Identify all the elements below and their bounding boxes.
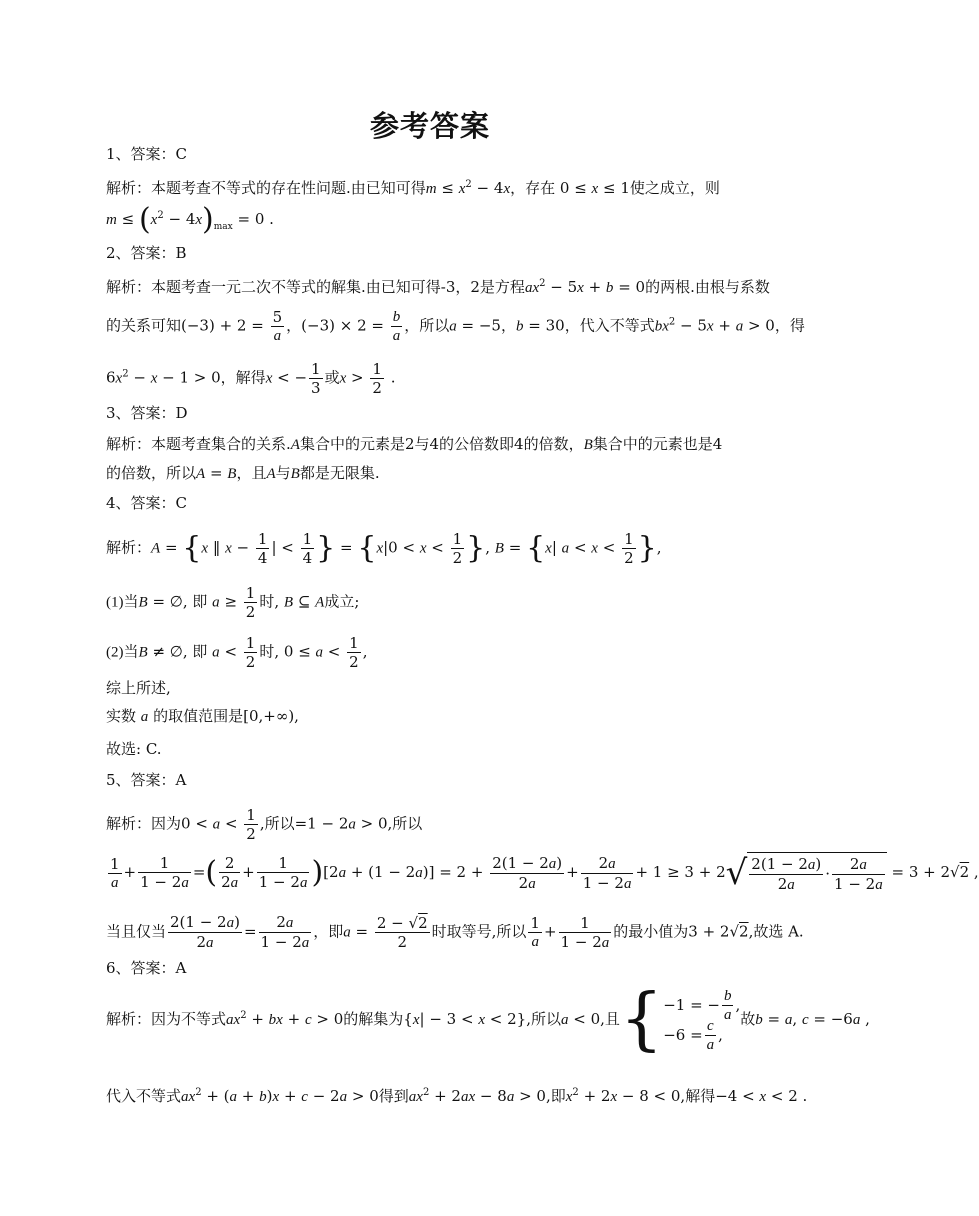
q4-range: 实数 a 的取值范围是[0,+∞), [106,707,299,725]
q5-answer: 5、答案：A [106,771,187,789]
q2-answer: 2、答案：B [106,244,187,262]
q5-analysis-line3: 当且仅当 $\frac{2(1 - 2a)}{2a}$ = $\frac{2a}{1 - 2a}$ ，即a = $\frac{2 - √2}{2}$ 时取等号,所以 $\frac{1}{a}$ + $\frac{1}{1 - 2a}$ 的最小值为3 + 2√2,故选 A. [106,913,804,951]
q4-analysis-sets: 解析：A = {x ‖ x − $\frac{1}{4}$ | < $\frac{1}{4}$ } = {x|0 < x < $\frac{1}{2}$ }, B = {x| a < x < $\frac{1}{2}$ }, [106,530,662,567]
q4-choice: 故选: C. [106,740,162,758]
q4-answer: 4、答案：C [106,494,188,512]
q3-analysis-line2: 的倍数，所以A = B，且A与B都是无限集. [106,464,380,482]
q4-case1: (1)当B = ∅, 即 a ≥ $\frac{1}{2}$ 时, B ⊆ A成立; [106,584,360,621]
q1-analysis-line2: $m \le (x^2 - 4x)_{max} = 0$ . [106,202,274,237]
page-title: 参考答案 [369,109,490,143]
q6-answer: 6、答案：A [106,959,187,977]
q4-case2: (2)当B ≠ ∅, 即 a < $\frac{1}{2}$ 时, 0 ≤ a < $\frac{1}{2}$ , [106,634,368,671]
q3-answer: 3、答案：D [106,404,188,422]
q1-analysis-line1: 解析：本题考查不等式的存在性问题.由已知可得$m \le x^2 - 4x$，存在 0 ≤ x ≤ 1使之成立，则 [106,179,720,197]
q2-analysis-line3: $6x^2 - x - 1 > 0$，解得x < − $\frac{1}{3}$ 或x > $\frac{1}{2}$ . [106,360,396,397]
q5-analysis-line1: 解析：因为0 < a < $\frac{1}{2}$ ,所以=1 − 2a > 0,所以 [106,806,423,843]
q3-analysis-line1: 解析：本题考查集合的关系.A集合中的元素是2与4的公倍数即4的倍数，B集合中的元素也是4 [106,435,723,453]
q5-analysis-line2: $\frac{1}{a}$ + $\frac{1}{1 - 2a}$ =( $\frac{2}{2a}$ + $\frac{1}{1 - 2a}$ )[2a + (1 − 2a)] = 2 + $\frac{2(1 - 2a)}{2a}$ + $\frac{2a}{1 - 2a}$ + 1 ≥ 3 + 2√ $\frac{2(1 - 2a)}{2a}$ · $\frac{2a}{1 - 2a}$ = 3 + 2√2 , [110,853,979,893]
q1-answer: 1、答案：C [106,145,188,163]
q6-analysis-line2: 代入不等式$ax^2 + (a + b)x + c - 2a > 0$得到$ax^2 + 2ax - 8a > 0$,即$x^2 + 2x - 8 < 0$,解得−4 < x < 2 . [106,1087,808,1105]
q4-summary: 综上所述, [106,679,171,697]
q6-analysis-line1: 解析：因为不等式$ax^2$ + bx + c > 0的解集为{x| − 3 < x < 2},所以a < 0,且{ −1 = − $\frac{b}{a}$ , −6 = $\frac{c}{a}$ , 故b = a, c = −6a , [106,980,870,1059]
q2-analysis-line1: 解析：本题考查一元二次不等式的解集.由已知可得-3，2是方程$ax^2 - 5x + b = 0$的两根.由根与系数 [106,278,770,296]
q2-analysis-line2: 的关系可知(−3) + 2 = $\frac{5}{a}$ ，(−3) × 2 = $\frac{b}{a}$ ，所以a = −5，b = 30，代入不等式$bx^2 - 5x + a > 0$，得 [106,308,805,344]
